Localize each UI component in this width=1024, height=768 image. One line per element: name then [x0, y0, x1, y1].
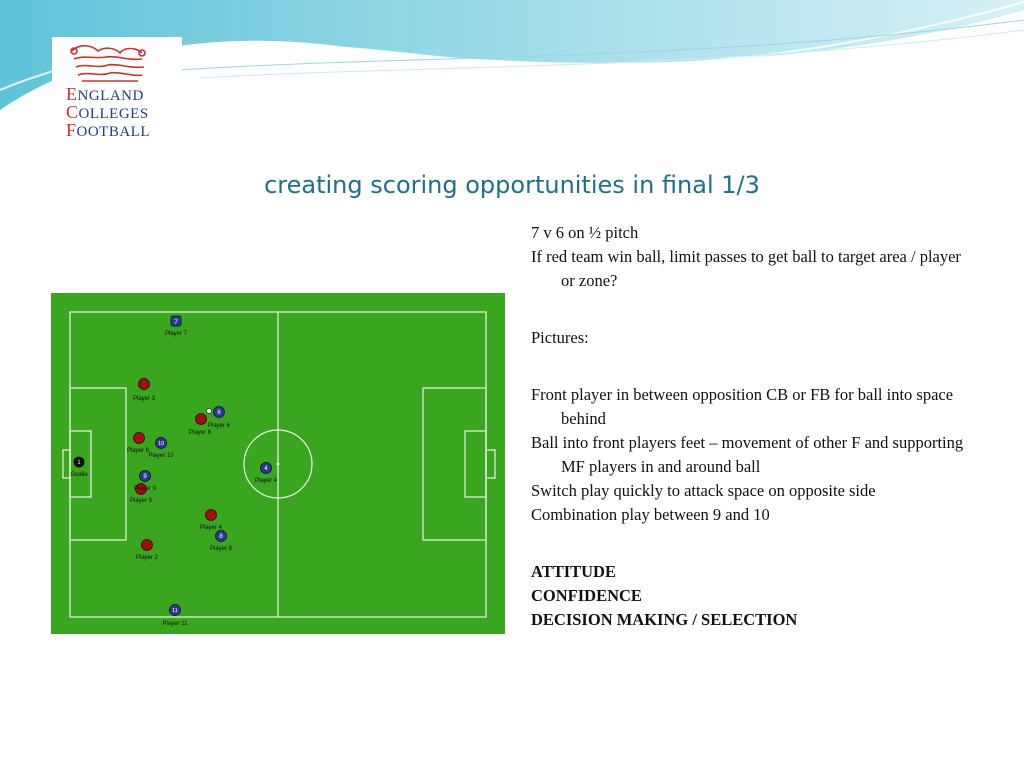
- label-red-player-5: Player 5: [129, 498, 153, 504]
- label-blue-player-4: Player 4: [254, 478, 278, 484]
- number-blue-8: 8: [219, 534, 223, 540]
- label-red-player-4: Player 4: [199, 525, 223, 531]
- label-red-player-6: Player 6: [126, 448, 150, 454]
- text-point-switch-play: Switch play quickly to attack space on opposite side: [531, 481, 876, 500]
- ball-icon: [207, 409, 212, 414]
- number-blue-4: 4: [264, 466, 268, 472]
- label-blue-player-6: Player 6: [207, 423, 231, 429]
- text-attitude: ATTITUDE: [531, 562, 616, 581]
- label-blue-player-7: Player 7: [164, 331, 188, 337]
- label-red-player-2: Player 2: [135, 555, 159, 561]
- number-blue-11: 11: [172, 608, 178, 614]
- text-point-front-player: Front player in between opposition CB or FB for ball into space behind: [531, 385, 954, 428]
- logo-line-colleges: COLLEGES: [66, 102, 149, 122]
- england-colleges-football-logo: [52, 37, 182, 149]
- text-pictures-heading: Pictures:: [531, 328, 589, 347]
- label-red-player-3: Player 3: [132, 396, 156, 402]
- text-setup: 7 v 6 on ½ pitch: [531, 223, 639, 242]
- label-blue-player-9: Player 9: [133, 486, 157, 492]
- pitch-diagram: [51, 293, 505, 634]
- label-blue-player-11: Player 11: [162, 621, 188, 627]
- text-confidence: CONFIDENCE: [531, 586, 642, 605]
- number-blue-9: 9: [143, 474, 147, 480]
- number-goalie: 1: [77, 460, 81, 466]
- number-blue-6: 6: [217, 410, 221, 416]
- text-decision-making: DECISION MAKING / SELECTION: [531, 610, 798, 629]
- text-point-ball-into-feet: Ball into front players feet – movement of other F and supporting MF players in and around ball: [531, 433, 964, 476]
- pitch-svg: [51, 293, 505, 634]
- logo-line-football: FOOTBALL: [66, 120, 151, 140]
- label-goalie: Goalie: [70, 472, 88, 478]
- logo-line-england: ENGLAND: [66, 84, 144, 104]
- label-blue-player-10: Player 10: [148, 453, 174, 459]
- text-point-combination-play: Combination play between 9 and 10: [531, 505, 770, 524]
- number-blue-7: 7: [174, 320, 178, 326]
- slide-body-text: [531, 221, 971, 632]
- label-red-player-8: Player 8: [188, 430, 212, 436]
- number-blue-10: 10: [157, 441, 165, 447]
- label-blue-player-8: Player 8: [209, 546, 233, 552]
- text-objective: If red team win ball, limit passes to get ball to target area / player or zone?: [531, 247, 961, 290]
- slide-title: creating scoring opportunities in final 1/3: [264, 171, 760, 199]
- lions-crest-icon: [62, 41, 157, 87]
